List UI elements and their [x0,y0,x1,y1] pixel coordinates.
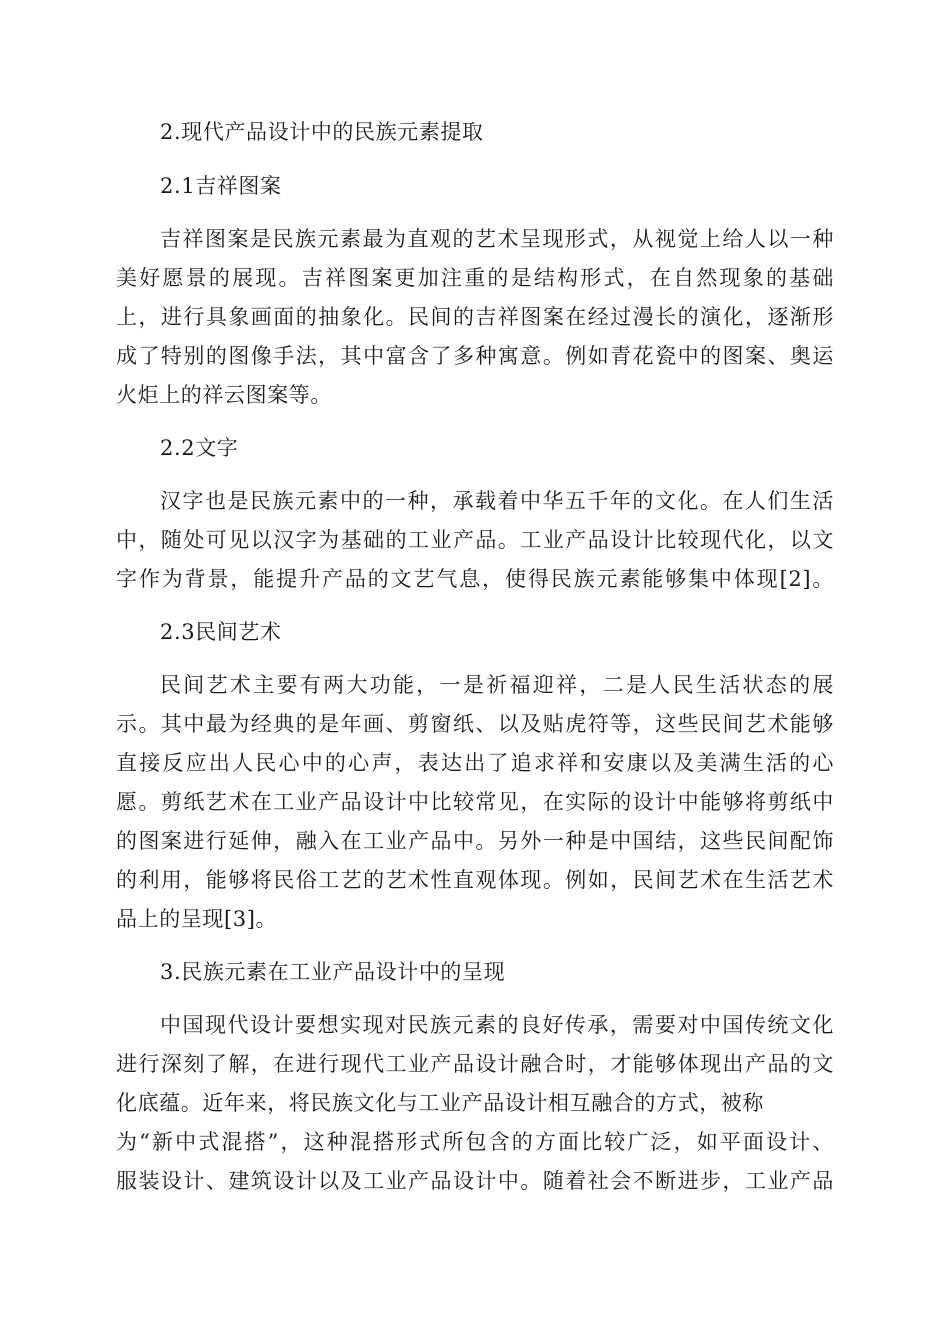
paragraph-line: 进行深刻了解，在进行现代工业产品设计融合时，才能够体现出产品的文 [116,1052,834,1076]
paragraph-line: 服装设计、建筑设计以及工业产品设计中。随着社会不断进步，工业产品 [116,1169,834,1193]
paragraph-line: 愿。剪纸艺术在工业产品设计中比较常见，在实际的设计中能够将剪纸中 [116,790,834,814]
paragraph-line: 汉字也是民族元素中的一种，承载着中华五千年的文化。在人们生活 [160,489,834,513]
paragraph-line: 的图案进行延伸，融入在工业产品中。另外一种是中国结，这些民间配饰 [116,829,834,853]
paragraph-line: 美好愿景的展现。吉祥图案更加注重的是结构形式，在自然现象的基础 [116,266,834,290]
paragraph-line: 中国现代设计要想实现对民族元素的良好传承，需要对中国传统文化 [160,1013,834,1037]
paragraph-line: 上，进行具象画面的抽象化。民间的吉祥图案在经过漫长的演化，逐渐形 [116,305,834,329]
paragraph-line: 示。其中最为经典的是年画、剪窗纸、以及贴虎符等，这些民间艺术能够 [116,712,834,736]
subsection-heading-2-1: 2.1吉祥图案 [160,174,282,198]
paragraph-line: 火炬上的祥云图案等。 [116,383,332,407]
paragraph-line: 字作为背景，能提升产品的文艺气息，使得民族元素能够集中体现[2]。 [116,567,834,591]
paragraph-line: 为“新中式混搭”，这种混搭形式所包含的方面比较广泛，如平面设计、 [116,1130,834,1154]
section-heading-2: 2.现代产品设计中的民族元素提取 [160,120,484,144]
paragraph-line: 直接反应出人民心中的心声，表达出了追求祥和安康以及美满生活的心 [116,751,834,775]
subsection-heading-2-3: 2.3民间艺术 [160,620,282,644]
paragraph-line: 民间艺术主要有两大功能，一是祈福迎祥，二是人民生活状态的展 [160,673,834,697]
subsection-heading-2-2: 2.2文字 [160,436,239,460]
paragraph-line: 吉祥图案是民族元素最为直观的艺术呈现形式，从视觉上给人以一种 [160,227,834,251]
paragraph-line: 品上的呈现[3]。 [116,907,278,931]
paragraph-line: 化底蕴。近年来，将民族文化与工业产品设计相互融合的方式，被称 [116,1091,764,1115]
paragraph-line: 中，随处可见以汉字为基础的工业产品。工业产品设计比较现代化，以文 [116,528,834,552]
paragraph-line: 成了特别的图像手法，其中富含了多种寓意。例如青花瓷中的图案、奥运 [116,344,834,368]
paragraph-line: 的利用，能够将民俗工艺的艺术性直观体现。例如，民间艺术在生活艺术 [116,868,834,892]
section-heading-3: 3.民族元素在工业产品设计中的呈现 [160,960,506,984]
